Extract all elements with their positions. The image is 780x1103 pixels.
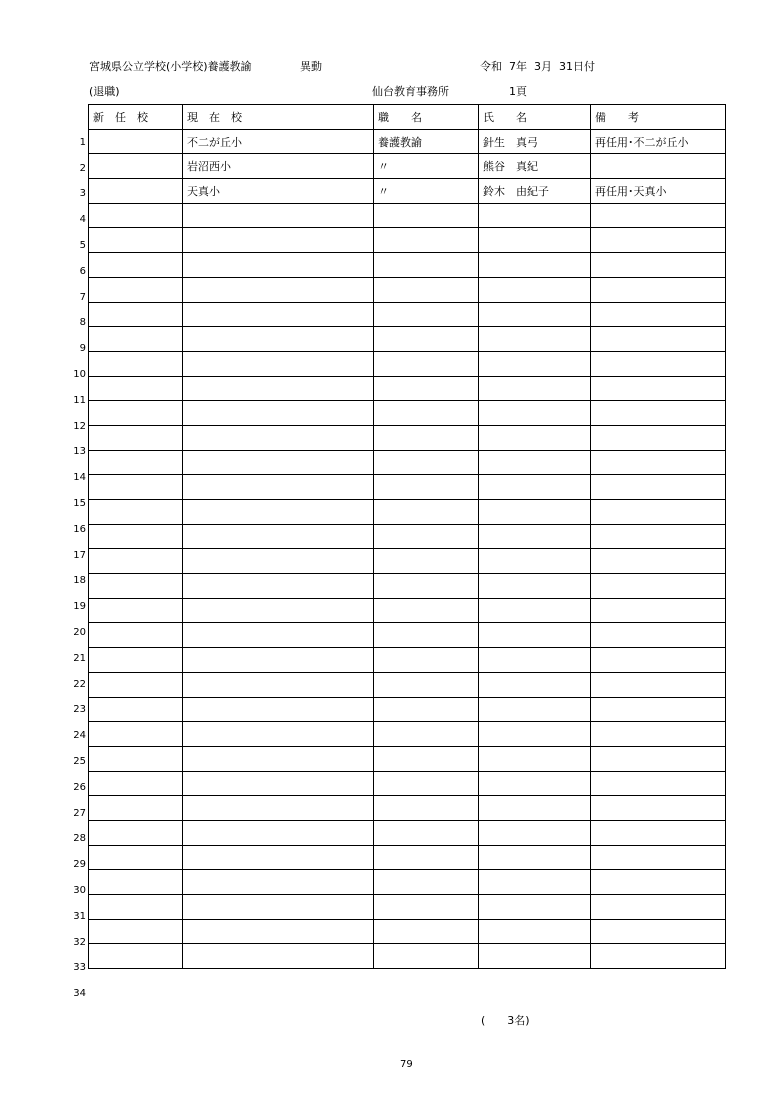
cell-name: [479, 672, 591, 697]
cell-position: [374, 228, 479, 253]
cell-note: [591, 450, 726, 475]
table-row: [89, 796, 726, 821]
cell-note: [591, 253, 726, 278]
cell-position: [374, 549, 479, 574]
row-number: 33: [73, 962, 86, 974]
row-number: 31: [73, 910, 86, 922]
cell-position: [374, 524, 479, 549]
row-number: 7: [79, 291, 86, 303]
cell-current-school: [183, 203, 374, 228]
cell-new-school: [89, 302, 183, 327]
cell-name: [479, 277, 591, 302]
cell-current-school: [183, 277, 374, 302]
table-row: [89, 376, 726, 401]
cell-name: [479, 524, 591, 549]
cell-position: [374, 277, 479, 302]
table-row: [89, 919, 726, 944]
cell-current-school: [183, 820, 374, 845]
cell-note: [591, 697, 726, 722]
total-count: ( 3名): [481, 1014, 530, 1027]
cell-position: [374, 895, 479, 920]
cell-position: 〃: [374, 179, 479, 204]
cell-current-school: 不二が丘小: [183, 129, 374, 154]
cell-new-school: [89, 203, 183, 228]
row-number: 22: [73, 678, 86, 690]
cell-current-school: [183, 771, 374, 796]
cell-name: [479, 450, 591, 475]
cell-new-school: [89, 549, 183, 574]
office-name: 仙台教育事務所: [372, 85, 449, 98]
table-row: [89, 895, 726, 920]
row-number: 14: [73, 472, 86, 484]
cell-new-school: [89, 672, 183, 697]
page-label: 1頁: [509, 85, 527, 98]
cell-position: [374, 450, 479, 475]
cell-note: [591, 500, 726, 525]
row-number: 15: [73, 497, 86, 509]
cell-name: [479, 351, 591, 376]
cell-new-school: [89, 771, 183, 796]
row-number: 27: [73, 807, 86, 819]
cell-new-school: [89, 129, 183, 154]
table-row: [89, 475, 726, 500]
table-row: [89, 549, 726, 574]
effective-date: 令和 7年 3月 31日付: [480, 60, 595, 73]
category-label: 異動: [300, 60, 322, 73]
cell-note: [591, 722, 726, 747]
table-row: [89, 524, 726, 549]
table-row: [89, 228, 726, 253]
cell-note: [591, 228, 726, 253]
cell-name: [479, 623, 591, 648]
cell-new-school: [89, 820, 183, 845]
cell-name: [479, 722, 591, 747]
cell-note: [591, 302, 726, 327]
table-row: [89, 722, 726, 747]
cell-position: [374, 327, 479, 352]
cell-note: [591, 574, 726, 599]
cell-note: [591, 919, 726, 944]
cell-position: 養護教諭: [374, 129, 479, 154]
cell-position: [374, 771, 479, 796]
table-header-row: [89, 105, 726, 130]
cell-position: [374, 672, 479, 697]
row-number: 4: [79, 214, 86, 226]
cell-new-school: [89, 401, 183, 426]
cell-name: [479, 500, 591, 525]
row-number: 12: [73, 420, 86, 432]
cell-note: [591, 327, 726, 352]
cell-position: [374, 574, 479, 599]
cell-new-school: [89, 746, 183, 771]
cell-position: [374, 253, 479, 278]
cell-position: [374, 919, 479, 944]
row-number: 8: [79, 317, 86, 329]
cell-new-school: [89, 228, 183, 253]
row-number: 23: [73, 704, 86, 716]
cell-new-school: [89, 524, 183, 549]
cell-current-school: [183, 722, 374, 747]
table-row: [89, 598, 726, 623]
cell-note: [591, 648, 726, 673]
table-row: [89, 623, 726, 648]
column-header-name: 氏 名: [479, 105, 591, 130]
cell-new-school: [89, 697, 183, 722]
cell-current-school: [183, 746, 374, 771]
cell-position: [374, 425, 479, 450]
cell-current-school: [183, 598, 374, 623]
cell-name: [479, 327, 591, 352]
cell-current-school: [183, 425, 374, 450]
cell-current-school: [183, 253, 374, 278]
cell-current-school: [183, 870, 374, 895]
cell-note: [591, 820, 726, 845]
cell-note: [591, 598, 726, 623]
cell-note: [591, 376, 726, 401]
column-header-current-school: 現 在 校: [183, 105, 374, 130]
column-header-position: 職 名: [374, 105, 479, 130]
row-number: 17: [73, 549, 86, 561]
cell-position: [374, 623, 479, 648]
table-row: [89, 253, 726, 278]
cell-name: [479, 228, 591, 253]
cell-position: [374, 203, 479, 228]
cell-name: [479, 425, 591, 450]
cell-note: [591, 277, 726, 302]
cell-new-school: [89, 500, 183, 525]
cell-new-school: [89, 796, 183, 821]
cell-new-school: [89, 919, 183, 944]
cell-note: 再任用･天真小: [591, 179, 726, 204]
table-row: [89, 672, 726, 697]
cell-new-school: [89, 475, 183, 500]
cell-new-school: [89, 598, 183, 623]
cell-current-school: [183, 796, 374, 821]
table-row: [89, 327, 726, 352]
page-number: 79: [400, 1059, 413, 1070]
cell-name: [479, 302, 591, 327]
column-header-note: 備 考: [591, 105, 726, 130]
cell-note: [591, 771, 726, 796]
cell-name: [479, 203, 591, 228]
table-row: [89, 820, 726, 845]
cell-current-school: [183, 500, 374, 525]
cell-position: [374, 722, 479, 747]
cell-note: [591, 154, 726, 179]
row-number: 10: [73, 368, 86, 380]
cell-position: [374, 697, 479, 722]
row-number: 16: [73, 523, 86, 535]
cell-name: [479, 648, 591, 673]
cell-name: [479, 746, 591, 771]
cell-name: [479, 376, 591, 401]
table-row: [89, 574, 726, 599]
table-row: [89, 845, 726, 870]
cell-note: [591, 944, 726, 969]
cell-name: [479, 944, 591, 969]
cell-current-school: [183, 697, 374, 722]
document-title: 宮城県公立学校(小学校)養護教諭: [89, 60, 252, 73]
table-row: [89, 401, 726, 426]
row-number: 19: [73, 601, 86, 613]
cell-position: [374, 870, 479, 895]
section-subheading: (退職): [89, 85, 120, 98]
cell-new-school: [89, 179, 183, 204]
row-number: 18: [73, 575, 86, 587]
cell-current-school: [183, 549, 374, 574]
table-row: [89, 746, 726, 771]
row-number: 13: [73, 446, 86, 458]
cell-position: [374, 302, 479, 327]
row-number: 25: [73, 755, 86, 767]
cell-new-school: [89, 944, 183, 969]
row-number: 26: [73, 781, 86, 793]
row-number: 6: [79, 265, 86, 277]
table-row: [89, 697, 726, 722]
cell-current-school: [183, 944, 374, 969]
cell-new-school: [89, 253, 183, 278]
row-number: 21: [73, 652, 86, 664]
cell-note: [591, 623, 726, 648]
row-number: 20: [73, 626, 86, 638]
cell-position: [374, 796, 479, 821]
table-row: [89, 450, 726, 475]
cell-new-school: [89, 425, 183, 450]
cell-note: [591, 746, 726, 771]
cell-new-school: [89, 845, 183, 870]
cell-name: [479, 401, 591, 426]
cell-current-school: [183, 895, 374, 920]
cell-note: [591, 672, 726, 697]
cell-new-school: [89, 870, 183, 895]
cell-name: [479, 870, 591, 895]
cell-position: [374, 820, 479, 845]
cell-current-school: [183, 845, 374, 870]
cell-new-school: [89, 327, 183, 352]
table-row: [89, 302, 726, 327]
cell-new-school: [89, 895, 183, 920]
cell-position: [374, 500, 479, 525]
row-number: 3: [79, 188, 86, 200]
cell-name: [479, 253, 591, 278]
cell-current-school: [183, 475, 374, 500]
table-row: [89, 277, 726, 302]
table-row: [89, 870, 726, 895]
cell-name: [479, 697, 591, 722]
cell-position: [374, 746, 479, 771]
cell-note: [591, 549, 726, 574]
cell-note: [591, 425, 726, 450]
cell-current-school: [183, 401, 374, 426]
cell-name: 鈴木 由紀子: [479, 179, 591, 204]
row-number: 11: [73, 394, 86, 406]
cell-note: [591, 845, 726, 870]
cell-note: [591, 895, 726, 920]
cell-new-school: [89, 154, 183, 179]
cell-current-school: 天真小: [183, 179, 374, 204]
cell-current-school: [183, 574, 374, 599]
cell-new-school: [89, 376, 183, 401]
cell-current-school: [183, 623, 374, 648]
cell-current-school: [183, 648, 374, 673]
cell-name: 針生 真弓: [479, 129, 591, 154]
cell-current-school: [183, 228, 374, 253]
table-row: [89, 944, 726, 969]
cell-new-school: [89, 648, 183, 673]
row-number: 28: [73, 833, 86, 845]
cell-position: [374, 401, 479, 426]
table-row: [89, 771, 726, 796]
cell-name: [479, 574, 591, 599]
cell-current-school: [183, 376, 374, 401]
cell-note: [591, 475, 726, 500]
cell-position: [374, 944, 479, 969]
cell-note: [591, 203, 726, 228]
cell-name: [479, 919, 591, 944]
cell-position: [374, 648, 479, 673]
row-number: 34: [73, 988, 86, 1000]
table-row: [89, 179, 726, 204]
cell-name: [479, 771, 591, 796]
row-number: 30: [73, 884, 86, 896]
cell-position: [374, 351, 479, 376]
cell-current-school: [183, 327, 374, 352]
column-header-new-school: 新 任 校: [89, 105, 183, 130]
cell-position: [374, 598, 479, 623]
cell-new-school: [89, 722, 183, 747]
cell-position: [374, 845, 479, 870]
cell-name: [479, 598, 591, 623]
cell-current-school: [183, 302, 374, 327]
cell-name: 熊谷 真紀: [479, 154, 591, 179]
cell-name: [479, 475, 591, 500]
cell-new-school: [89, 623, 183, 648]
cell-new-school: [89, 574, 183, 599]
cell-current-school: [183, 919, 374, 944]
cell-note: [591, 870, 726, 895]
row-number: 1: [79, 136, 86, 148]
cell-name: [479, 820, 591, 845]
cell-current-school: 岩沼西小: [183, 154, 374, 179]
cell-new-school: [89, 351, 183, 376]
cell-current-school: [183, 450, 374, 475]
table-row: [89, 500, 726, 525]
row-number: 9: [79, 343, 86, 355]
row-number-column: [60, 104, 86, 1007]
cell-note: 再任用･不二が丘小: [591, 129, 726, 154]
table-row: [89, 203, 726, 228]
cell-new-school: [89, 450, 183, 475]
personnel-table: [88, 104, 726, 969]
row-number: 32: [73, 936, 86, 948]
cell-note: [591, 401, 726, 426]
cell-name: [479, 549, 591, 574]
cell-name: [479, 845, 591, 870]
row-number: 29: [73, 859, 86, 871]
table-row: [89, 351, 726, 376]
cell-current-school: [183, 524, 374, 549]
cell-note: [591, 796, 726, 821]
cell-current-school: [183, 672, 374, 697]
cell-note: [591, 351, 726, 376]
cell-current-school: [183, 351, 374, 376]
cell-position: [374, 376, 479, 401]
cell-position: [374, 475, 479, 500]
cell-position: 〃: [374, 154, 479, 179]
cell-name: [479, 895, 591, 920]
table-row: [89, 154, 726, 179]
row-number: 2: [79, 162, 86, 174]
row-number: 24: [73, 730, 86, 742]
table-row: [89, 648, 726, 673]
cell-name: [479, 796, 591, 821]
table-row: [89, 425, 726, 450]
table-row: [89, 129, 726, 154]
cell-note: [591, 524, 726, 549]
cell-new-school: [89, 277, 183, 302]
row-number: 5: [79, 239, 86, 251]
